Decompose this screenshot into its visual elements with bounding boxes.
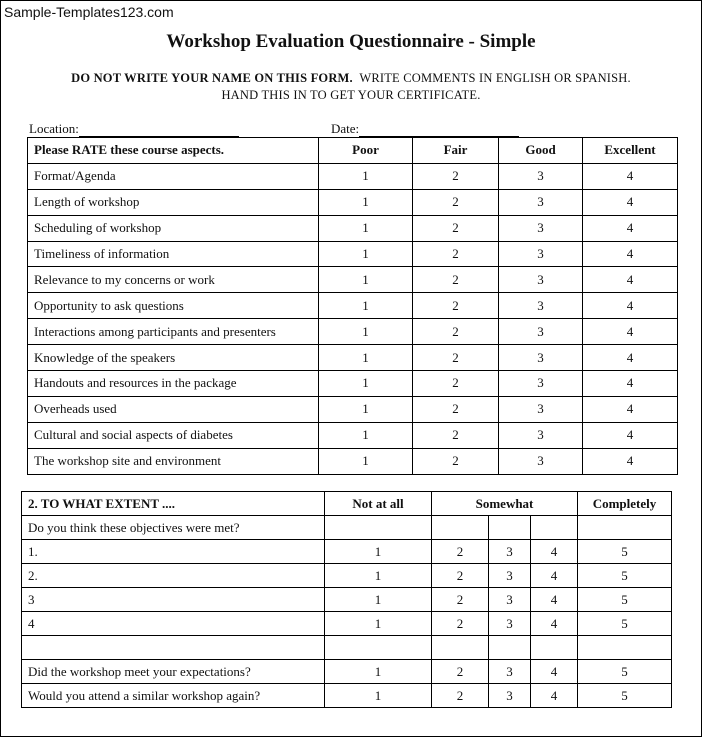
empty-cell [531,516,578,540]
rating-header-row [28,138,678,164]
extent-option[interactable]: 2 [432,564,489,588]
extent-option[interactable]: 4 [531,588,578,612]
rating-option[interactable]: 3 [499,345,583,371]
extent-header-title: 2. TO WHAT EXTENT .... [22,492,325,516]
extent-option[interactable]: 4 [531,612,578,636]
rating-option[interactable]: 2 [413,448,499,474]
date-field [331,121,519,137]
extent-option[interactable]: 2 [432,612,489,636]
rating-option[interactable]: 2 [413,215,499,241]
rating-option[interactable]: 4 [583,267,678,293]
extent-option[interactable]: 1 [325,684,432,708]
rating-option[interactable]: 1 [319,189,413,215]
extent-option[interactable]: 1 [325,564,432,588]
rating-option[interactable]: 3 [499,189,583,215]
extent-option[interactable]: 5 [578,540,672,564]
rating-option[interactable]: 3 [499,319,583,345]
extent-option[interactable]: 3 [489,612,531,636]
extent-option[interactable]: 1 [325,660,432,684]
extent-option[interactable]: 2 [432,660,489,684]
empty-cell [531,636,578,660]
rating-aspect-label: Timeliness of information [28,241,319,267]
location-field [29,121,239,137]
rating-header-aspect: Please RATE these course aspects. [28,138,319,164]
rating-aspect-label: Relevance to my concerns or work [28,267,319,293]
objective-row [22,588,672,612]
rating-option[interactable]: 1 [319,448,413,474]
rating-option[interactable]: 4 [583,215,678,241]
rating-option[interactable]: 1 [319,293,413,319]
objective-row [22,612,672,636]
extent-option[interactable]: 3 [489,540,531,564]
rating-option[interactable]: 1 [319,396,413,422]
extent-option[interactable]: 5 [578,564,672,588]
rating-option[interactable]: 4 [583,163,678,189]
rating-option[interactable]: 2 [413,293,499,319]
date-input-line[interactable] [359,124,519,137]
date-label: Date: [331,121,360,136]
rating-option[interactable]: 4 [583,293,678,319]
watermark: Sample-Templates123.com [4,4,174,20]
instructions-line-1 [0,71,702,86]
rating-row [28,319,678,345]
rating-row [28,448,678,474]
extent-question-text: Do you think these objectives were met? [22,516,325,540]
rating-header-good: Good [499,138,583,164]
rating-option[interactable]: 1 [319,422,413,448]
extent-table [21,491,672,708]
extent-header-somewhat: Somewhat [432,492,578,516]
rating-option[interactable]: 3 [499,371,583,397]
rating-option[interactable]: 2 [413,319,499,345]
rating-row [28,241,678,267]
rating-row [28,345,678,371]
extent-option[interactable]: 2 [432,588,489,612]
rating-option[interactable]: 2 [413,371,499,397]
question-row [22,660,672,684]
rating-aspect-label: Opportunity to ask questions [28,293,319,319]
extent-option[interactable]: 2 [432,540,489,564]
rating-aspect-label: Scheduling of workshop [28,215,319,241]
rating-option[interactable]: 4 [583,396,678,422]
rating-aspect-label: Length of workshop [28,189,319,215]
extent-option[interactable]: 4 [531,564,578,588]
rating-option[interactable]: 3 [499,241,583,267]
empty-cell [489,636,531,660]
question-row-label: Did the workshop meet your expectations? [22,660,325,684]
location-input-line[interactable] [79,124,239,137]
rating-table [27,137,678,475]
rating-option[interactable]: 3 [499,267,583,293]
rating-option[interactable]: 3 [499,293,583,319]
rating-header-fair: Fair [413,138,499,164]
rating-option[interactable]: 2 [413,189,499,215]
empty-cell [432,636,489,660]
rating-option[interactable]: 2 [413,163,499,189]
extent-header-completely: Completely [578,492,672,516]
rating-option[interactable]: 1 [319,215,413,241]
rating-option[interactable]: 4 [583,319,678,345]
extent-question-row [22,516,672,540]
extent-option[interactable]: 1 [325,588,432,612]
rating-option[interactable]: 2 [413,422,499,448]
rating-aspect-label: Handouts and resources in the package [28,371,319,397]
objective-row [22,564,672,588]
empty-cell [22,636,325,660]
rating-option[interactable]: 1 [319,163,413,189]
empty-cell [325,636,432,660]
rating-row [28,189,678,215]
rating-option[interactable]: 3 [499,448,583,474]
rating-row [28,422,678,448]
rating-option[interactable]: 1 [319,371,413,397]
instructions-line-2: HAND THIS IN TO GET YOUR CERTIFICATE. [221,88,481,102]
rating-option[interactable]: 3 [499,163,583,189]
rating-row [28,396,678,422]
rating-aspect-label: Overheads used [28,396,319,422]
rating-option[interactable]: 4 [583,189,678,215]
extent-option[interactable]: 3 [489,564,531,588]
empty-cell [578,516,672,540]
rating-option[interactable]: 2 [413,241,499,267]
extent-option[interactable]: 5 [578,588,672,612]
empty-cell [325,516,432,540]
extent-option[interactable]: 3 [489,588,531,612]
rating-option[interactable]: 1 [319,241,413,267]
rating-row [28,163,678,189]
extent-option[interactable]: 2 [432,684,489,708]
extent-option[interactable]: 5 [578,660,672,684]
objective-row [22,540,672,564]
rating-option[interactable]: 4 [583,422,678,448]
rating-aspect-label: Format/Agenda [28,163,319,189]
rating-aspect-label: Interactions among participants and presenters [28,319,319,345]
rating-option[interactable]: 3 [499,422,583,448]
empty-cell [578,636,672,660]
extent-option[interactable]: 4 [531,684,578,708]
extent-option[interactable]: 4 [531,660,578,684]
extent-option[interactable]: 3 [489,684,531,708]
rating-option[interactable]: 2 [413,396,499,422]
instructions-rest: WRITE COMMENTS IN ENGLISH OR SPANISH. [359,71,631,85]
question-row [22,684,672,708]
rating-row [28,267,678,293]
instructions-bold: DO NOT WRITE YOUR NAME ON THIS FORM. [71,71,353,85]
rating-option[interactable]: 2 [413,345,499,371]
rating-option[interactable]: 4 [583,241,678,267]
location-label: Location: [29,121,79,136]
rating-aspect-label: The workshop site and environment [28,448,319,474]
blank-row [22,636,672,660]
rating-row [28,215,678,241]
rating-option[interactable]: 2 [413,267,499,293]
empty-cell [489,516,531,540]
rating-option[interactable]: 3 [499,396,583,422]
extent-option[interactable]: 5 [578,612,672,636]
rating-option[interactable]: 4 [583,371,678,397]
rating-header-poor: Poor [319,138,413,164]
empty-cell [432,516,489,540]
extent-option[interactable]: 4 [531,540,578,564]
extent-option[interactable]: 5 [578,684,672,708]
extent-option[interactable]: 1 [325,612,432,636]
rating-option[interactable]: 1 [319,267,413,293]
objective-row-label: 2. [22,564,325,588]
rating-option[interactable]: 4 [583,448,678,474]
rating-aspect-label: Knowledge of the speakers [28,345,319,371]
extent-option[interactable]: 3 [489,660,531,684]
rating-option[interactable]: 3 [499,215,583,241]
rating-header-excellent: Excellent [583,138,678,164]
rating-aspect-label: Cultural and social aspects of diabetes [28,422,319,448]
rating-option[interactable]: 4 [583,345,678,371]
rating-row [28,371,678,397]
extent-header-row [22,492,672,516]
question-row-label: Would you attend a similar workshop again? [22,684,325,708]
rating-row [28,293,678,319]
objective-row-label: 3 [22,588,325,612]
rating-option[interactable]: 1 [319,319,413,345]
extent-header-not-at-all: Not at all [325,492,432,516]
objective-row-label: 1. [22,540,325,564]
extent-option[interactable]: 1 [325,540,432,564]
form-title: Workshop Evaluation Questionnaire - Simple [166,31,536,52]
rating-option[interactable]: 1 [319,345,413,371]
objective-row-label: 4 [22,612,325,636]
